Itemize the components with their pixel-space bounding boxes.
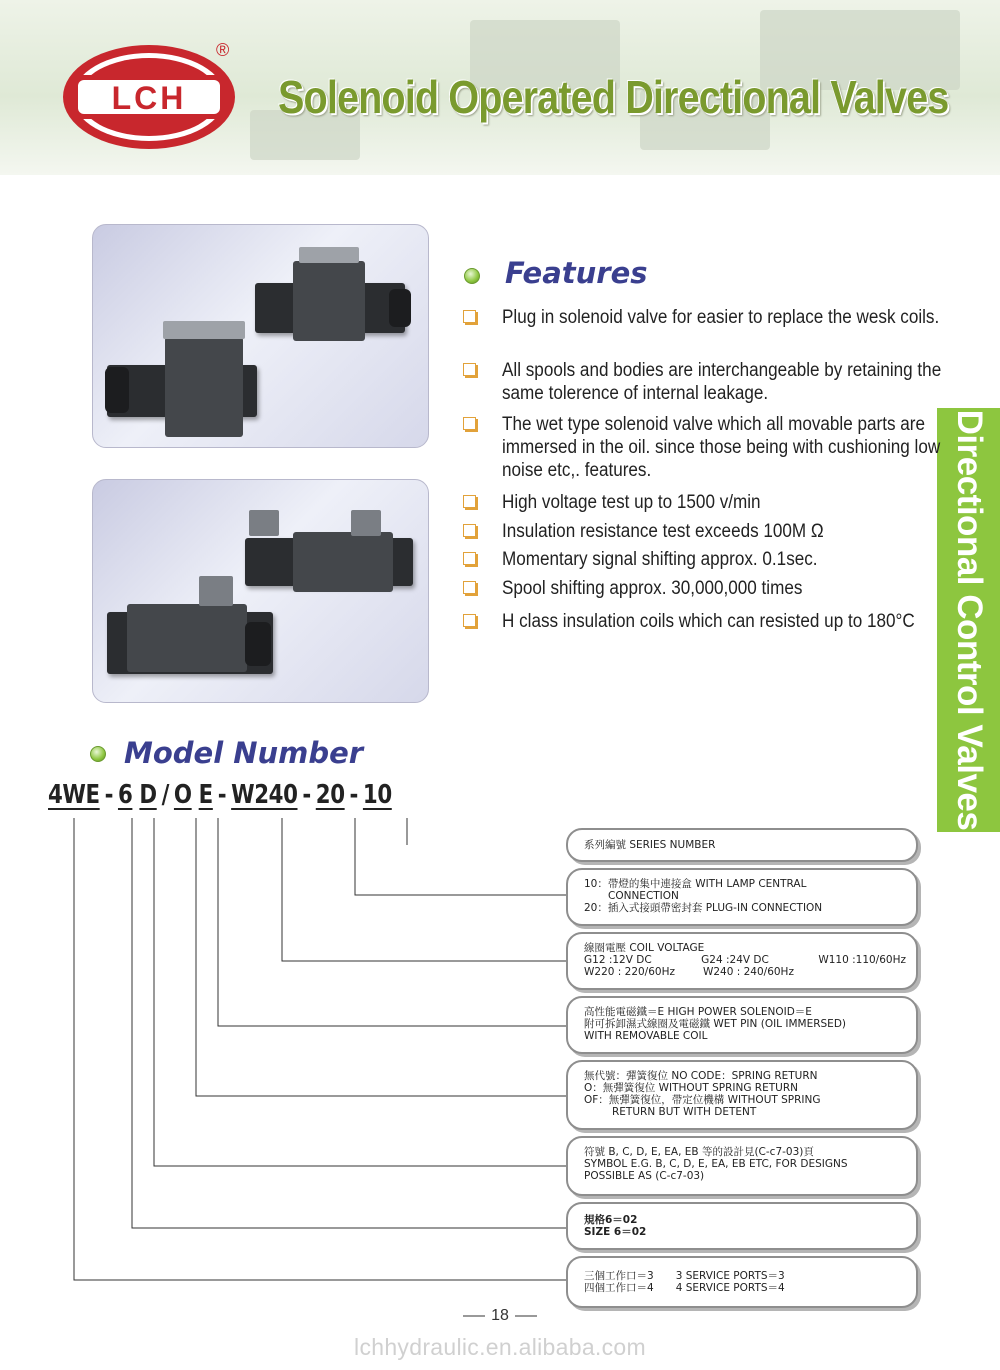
legend-spring: 無代號：彈簧復位 NO CODE：SPRING RETURN O：無彈簧復位 WITHOUT SPRING RETURN OF：無彈簧復位，帶定位機構 WITHOUT SPRING RETURN BUT WITH DETENT [566, 1060, 918, 1130]
svg-text:LCH: LCH [111, 80, 187, 116]
feature-item: Plug in solenoid valve for easier to replace the wesk coils. [463, 306, 928, 329]
legend-ports: 三個工作口＝3 3 SERVICE PORTS＝3 四個工作口＝4 4 SERVICE PORTS＝4 [566, 1256, 918, 1308]
feature-item: All spools and bodies are interchangeable by retaining the same tolerence of internal leakage. [463, 359, 928, 405]
model-part-symbol: D [139, 780, 157, 810]
feature-item: The wet type solenoid valve which all movable parts are immersed in the oil. since those being with cushioning low noise etc,. features. [463, 413, 928, 482]
model-code: 4WE - 6 D / O E - W240 - 20 - 10 [48, 780, 392, 810]
model-part-size: 6 [117, 780, 133, 810]
model-part-spring: O [173, 780, 192, 810]
model-number-heading: Model Number [124, 736, 364, 770]
model-part-series: 20 [315, 780, 345, 810]
legend-series: 系列編號 SERIES NUMBER [566, 828, 918, 862]
feature-item: Momentary signal shifting approx. 0.1sec. [463, 548, 928, 571]
legend-size: 規格6＝02 SIZE 6＝02 [566, 1202, 918, 1250]
model-part-solenoid: E [198, 780, 213, 810]
legend-connection: 10：帶燈的集中連接盒 WITH LAMP CENTRAL CONNECTION 20：插入式接頭帶密封套 PLUG-IN CONNECTION [566, 868, 918, 926]
side-tab-label: Directional Control Valves [949, 409, 989, 831]
feature-item: H class insulation coils which can resisted up to 180°C [463, 610, 928, 633]
legend-voltage: 線圈電壓 COIL VOLTAGE G12 :12V DC G24 :24V DC W110 :110/60Hz W220 : 220/60Hz W240 : 240/60Hz [566, 932, 918, 990]
legend-symbol: 符號 B, C, D, E, EA, EB 等的設計見(C-c7-03)頁 SYMBOL E.G. B, C, D, E, EA, EB ETC, FOR DESIGNS POSSIBLE AS (C-c7-03) [566, 1136, 918, 1196]
registered-mark: ® [216, 40, 230, 60]
page-title: Solenoid Operated Directional Valves [278, 71, 949, 123]
website-watermark: lchhydraulic.en.alibaba.com [354, 1334, 646, 1360]
model-part-voltage: W240 [231, 780, 298, 810]
page-number: 18 [0, 1307, 1000, 1325]
feature-item: Insulation resistance test exceeds 100M Ω [463, 520, 928, 543]
feature-item: High voltage test up to 1500 v/min [463, 491, 928, 514]
model-part-connection: 10 [362, 780, 392, 810]
feature-item: Spool shifting approx. 30,000,000 times [463, 577, 928, 600]
features-heading: Features [505, 256, 648, 290]
model-part-type: 4WE [48, 780, 100, 810]
legend-solenoid: 高性能電磁鐵＝E HIGH POWER SOLENOID＝E 附可拆卸濕式線圈及電磁鐵 WET PIN (OIL IMMERSED) WITH REMOVABLE COIL [566, 996, 918, 1054]
